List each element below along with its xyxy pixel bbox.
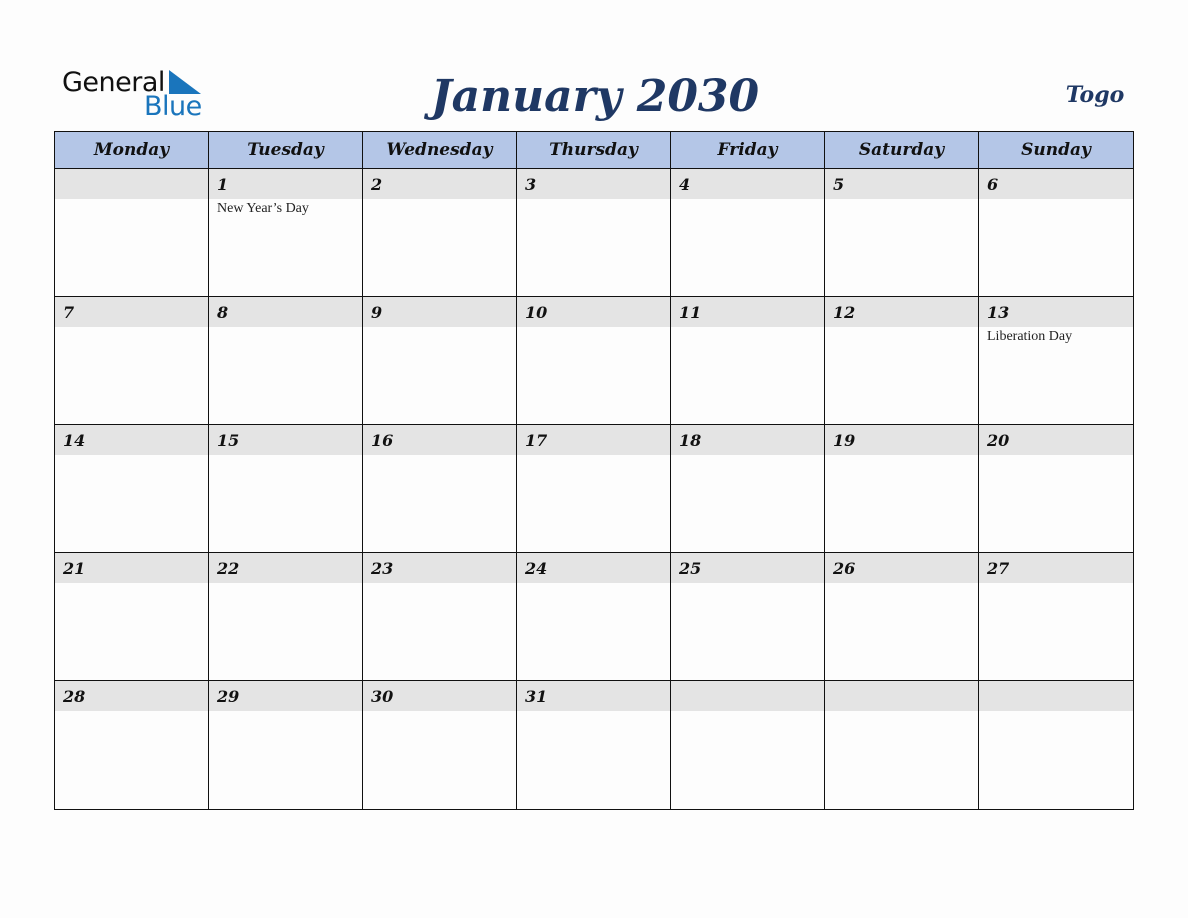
day-cell — [979, 425, 1133, 552]
day-number: 12 — [825, 297, 978, 327]
day-cell — [363, 297, 517, 424]
weekday-sunday: Sunday — [1021, 140, 1091, 160]
day-number: 17 — [517, 425, 670, 455]
day-number: 4 — [671, 169, 824, 199]
day-number: 16 — [363, 425, 516, 455]
day-cell — [671, 681, 825, 809]
day-cell — [979, 681, 1133, 809]
day-number: 9 — [363, 297, 516, 327]
day-number: 2 — [363, 169, 516, 199]
day-number — [671, 681, 824, 711]
day-cell — [209, 681, 363, 809]
day-cell — [825, 169, 979, 296]
day-number: 24 — [517, 553, 670, 583]
day-cell — [55, 169, 209, 296]
day-number: 30 — [363, 681, 516, 711]
day-cell — [363, 681, 517, 809]
day-number: 19 — [825, 425, 978, 455]
day-number: 13 — [979, 297, 1133, 327]
day-cell — [209, 425, 363, 552]
day-number: 14 — [55, 425, 208, 455]
day-number: 15 — [209, 425, 362, 455]
day-cell — [825, 297, 979, 424]
day-cell — [825, 553, 979, 680]
weekday-header-row — [55, 132, 1133, 169]
logo-text-general: General — [62, 67, 165, 98]
day-cell — [363, 425, 517, 552]
weekday-thursday: Thursday — [517, 132, 671, 168]
week-row — [55, 553, 1133, 681]
day-number: 6 — [979, 169, 1133, 199]
day-number: 1 — [209, 169, 362, 199]
day-number — [55, 169, 208, 199]
day-number — [825, 681, 978, 711]
day-number: 11 — [671, 297, 824, 327]
day-cell — [825, 681, 979, 809]
day-cell — [363, 169, 517, 296]
day-number: 5 — [825, 169, 978, 199]
weekday-friday: Friday — [671, 132, 825, 168]
day-cell — [979, 553, 1133, 680]
day-number: 18 — [671, 425, 824, 455]
calendar-grid — [54, 131, 1134, 810]
day-cell — [671, 297, 825, 424]
day-number: 25 — [671, 553, 824, 583]
day-cell — [671, 169, 825, 296]
day-number: 29 — [209, 681, 362, 711]
weekday-wednesday: Wednesday — [363, 132, 517, 168]
day-number — [979, 681, 1133, 711]
day-number: 22 — [209, 553, 362, 583]
day-cell — [517, 169, 671, 296]
day-number: 23 — [363, 553, 516, 583]
holiday-label: New Year’s Day — [217, 201, 309, 216]
page-title: January 2030 — [430, 71, 760, 122]
day-cell — [671, 425, 825, 552]
day-number: 3 — [517, 169, 670, 199]
day-cell — [517, 681, 671, 809]
holiday-label: Liberation Day — [987, 329, 1073, 344]
day-cell — [363, 553, 517, 680]
week-row — [55, 425, 1133, 553]
day-cell — [55, 297, 209, 424]
day-cell — [979, 169, 1133, 296]
day-cell — [517, 553, 671, 680]
day-number: 28 — [55, 681, 208, 711]
day-cell — [517, 425, 671, 552]
logo-text-blue: Blue — [144, 91, 202, 122]
week-row — [55, 297, 1133, 425]
day-number: 26 — [825, 553, 978, 583]
day-number: 20 — [979, 425, 1133, 455]
day-cell — [55, 425, 209, 552]
generalblue-logo — [62, 68, 212, 124]
day-cell — [55, 681, 209, 809]
day-cell — [825, 425, 979, 552]
day-cell — [209, 297, 363, 424]
country-label: Togo — [1065, 82, 1125, 108]
day-number: 10 — [517, 297, 670, 327]
day-cell — [209, 169, 363, 296]
day-cell — [209, 553, 363, 680]
day-cell — [517, 297, 671, 424]
weekday-tuesday: Tuesday — [209, 132, 363, 168]
day-number: 21 — [55, 553, 208, 583]
day-cell — [55, 553, 209, 680]
weekday-monday: Monday — [55, 132, 209, 168]
day-number: 7 — [55, 297, 208, 327]
weekday-saturday: Saturday — [825, 132, 979, 168]
day-cell — [979, 297, 1133, 424]
week-row — [55, 169, 1133, 297]
week-row — [55, 681, 1133, 809]
day-number: 31 — [517, 681, 670, 711]
day-number: 8 — [209, 297, 362, 327]
day-number: 27 — [979, 553, 1133, 583]
day-cell — [671, 553, 825, 680]
